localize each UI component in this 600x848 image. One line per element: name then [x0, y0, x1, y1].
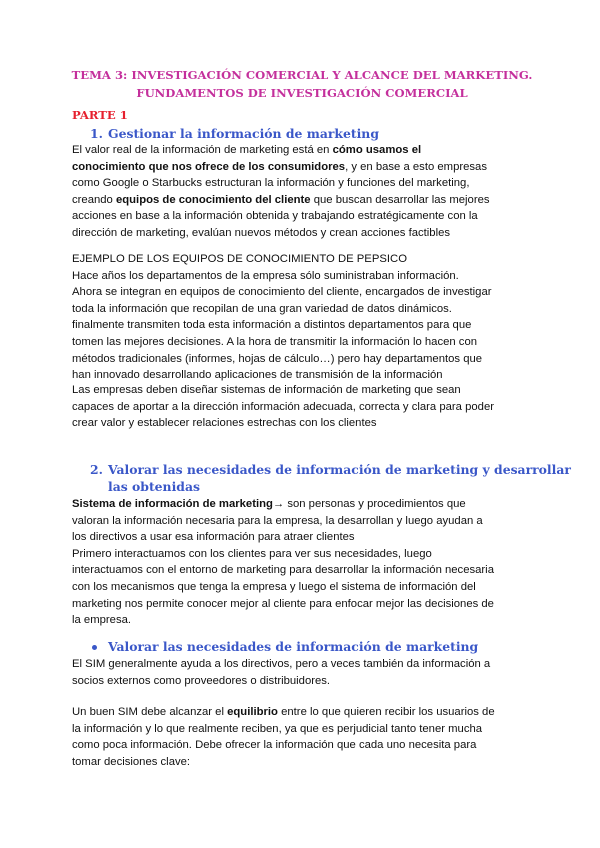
text-line: dirección de marketing, evalúan nuevos métodos y crean acciones factibles — [72, 226, 451, 239]
text-line: interactuamos con el entorno de marketing para desarrollar la información necesaria — [72, 564, 494, 577]
text-line: toda la información que recopilan de una gran variedad de datos dinámicos. — [72, 302, 452, 315]
text-line: Primero interactuamos con los clientes para ver sus necesidades, luego — [72, 547, 432, 560]
part-label: PARTE 1 — [72, 108, 128, 122]
text-line: métodos tradicionales (informes, hojas de cálculo…) pero hay departamentos que — [72, 352, 483, 365]
text-line: los directivos a usar esa información para atraer clientes — [72, 531, 355, 544]
bullet-paragraph-2 — [72, 704, 532, 770]
title-line-1: TEMA 3: INVESTIGACIÓN COMERCIAL Y ALCANCE DEL MARKETING. — [71, 68, 533, 82]
section-2-heading — [90, 461, 571, 495]
text-line: crear valor y establecer relaciones estrechas con los clientes — [72, 417, 377, 430]
section-1-heading — [90, 125, 530, 142]
section-1-title: Gestionar la información de marketing — [108, 126, 379, 141]
text-line: la empresa. — [72, 614, 132, 627]
title-line-2: FUNDAMENTOS DE INVESTIGACIÓN COMERCIAL — [136, 86, 468, 100]
document-title — [60, 66, 544, 102]
text-line: han innovado desarrollando aplicaciones de transmisión de la información — [72, 369, 443, 382]
text-span: , y en base a esto empresas — [345, 160, 487, 173]
text-line: tomen las mejores decisiones. A la hora de transmitir la información lo hacen con — [72, 335, 478, 348]
text-line: como poca información. Debe ofrecer la información que cada uno necesita para — [72, 739, 477, 752]
text-line: Hace años los departamentos de la empresa sólo suministraban información. — [72, 269, 459, 282]
bold-text: conocimiento que nos ofrece de los consumidores — [72, 160, 346, 173]
section-1-number: 1. — [90, 126, 103, 141]
text-span: entre lo que quieren recibir los usuarios de — [277, 706, 495, 718]
text-span: que buscan desarrollar las mejores — [310, 193, 490, 206]
section-1-paragraph-2 — [72, 251, 532, 384]
text-line: acciones en base a la información obtenida y trabajando estratégicamente con la — [72, 210, 478, 223]
text-line: la información y lo que realmente reciben, ya que es perjudicial tanto tener mucha — [72, 722, 483, 735]
section-2-title-line-1: Valorar las necesidades de información de marketing y desarrollar — [108, 462, 571, 477]
section-2-number: 2. — [90, 462, 103, 477]
text-span: → son personas y procedimientos que — [272, 498, 466, 510]
text-span: creando — [72, 193, 116, 206]
text-line: Las empresas deben diseñar sistemas de información de marketing que sean — [72, 384, 461, 396]
bullet-heading: Valorar las necesidades de información de marketing — [108, 639, 479, 654]
bold-text: cómo usamos el — [332, 144, 422, 156]
text-span: El valor real de la información de marketing está en — [72, 144, 333, 156]
bold-text: equilibrio — [227, 706, 278, 718]
section-2-title-line-2: las obtenidas — [108, 479, 200, 494]
example-heading: EJEMPLO DE LOS EQUIPOS DE CONOCIMIENTO DE PEPSICO — [72, 253, 408, 265]
bold-text: Sistema de información de marketing — [72, 498, 273, 510]
text-line: valoran la información necesaria para la empresa, la desarrollan y luego ayudan a — [72, 514, 483, 527]
text-line: Ahora se integran en equipos de conocimiento del cliente, encargados de investigar — [72, 286, 492, 299]
bullet-paragraph-1 — [72, 656, 532, 689]
section-2-title — [108, 461, 571, 495]
text-line: tomar decisiones clave: — [72, 755, 191, 768]
bold-text: equipos de conocimiento del cliente — [115, 193, 311, 206]
section-2-paragraph — [72, 496, 532, 629]
section-1-paragraph-3 — [72, 382, 532, 432]
text-line: capaces de aportar a la dirección información adecuada, correcta y clara para poder — [72, 400, 494, 413]
text-line: con los mecanismos que tenga la empresa y luego el sistema de información del — [72, 580, 476, 593]
text-line: El SIM generalmente ayuda a los directivos, pero a veces también da información a — [72, 658, 491, 670]
text-line: socios externos como proveedores o distribuidores. — [72, 674, 331, 687]
text-span: Un buen SIM debe alcanzar el — [72, 706, 228, 718]
text-line: como Google o Starbucks estructuran la información y funciones del marketing, — [72, 177, 470, 190]
text-line: finalmente transmiten toda esta información a distintos departamentos para que — [72, 319, 472, 332]
text-line: marketing nos permite conocer mejor al cliente para enfocar mejor las decisiones de — [72, 597, 494, 610]
bullet-icon — [92, 645, 97, 650]
section-1-paragraph-1 — [72, 142, 532, 242]
